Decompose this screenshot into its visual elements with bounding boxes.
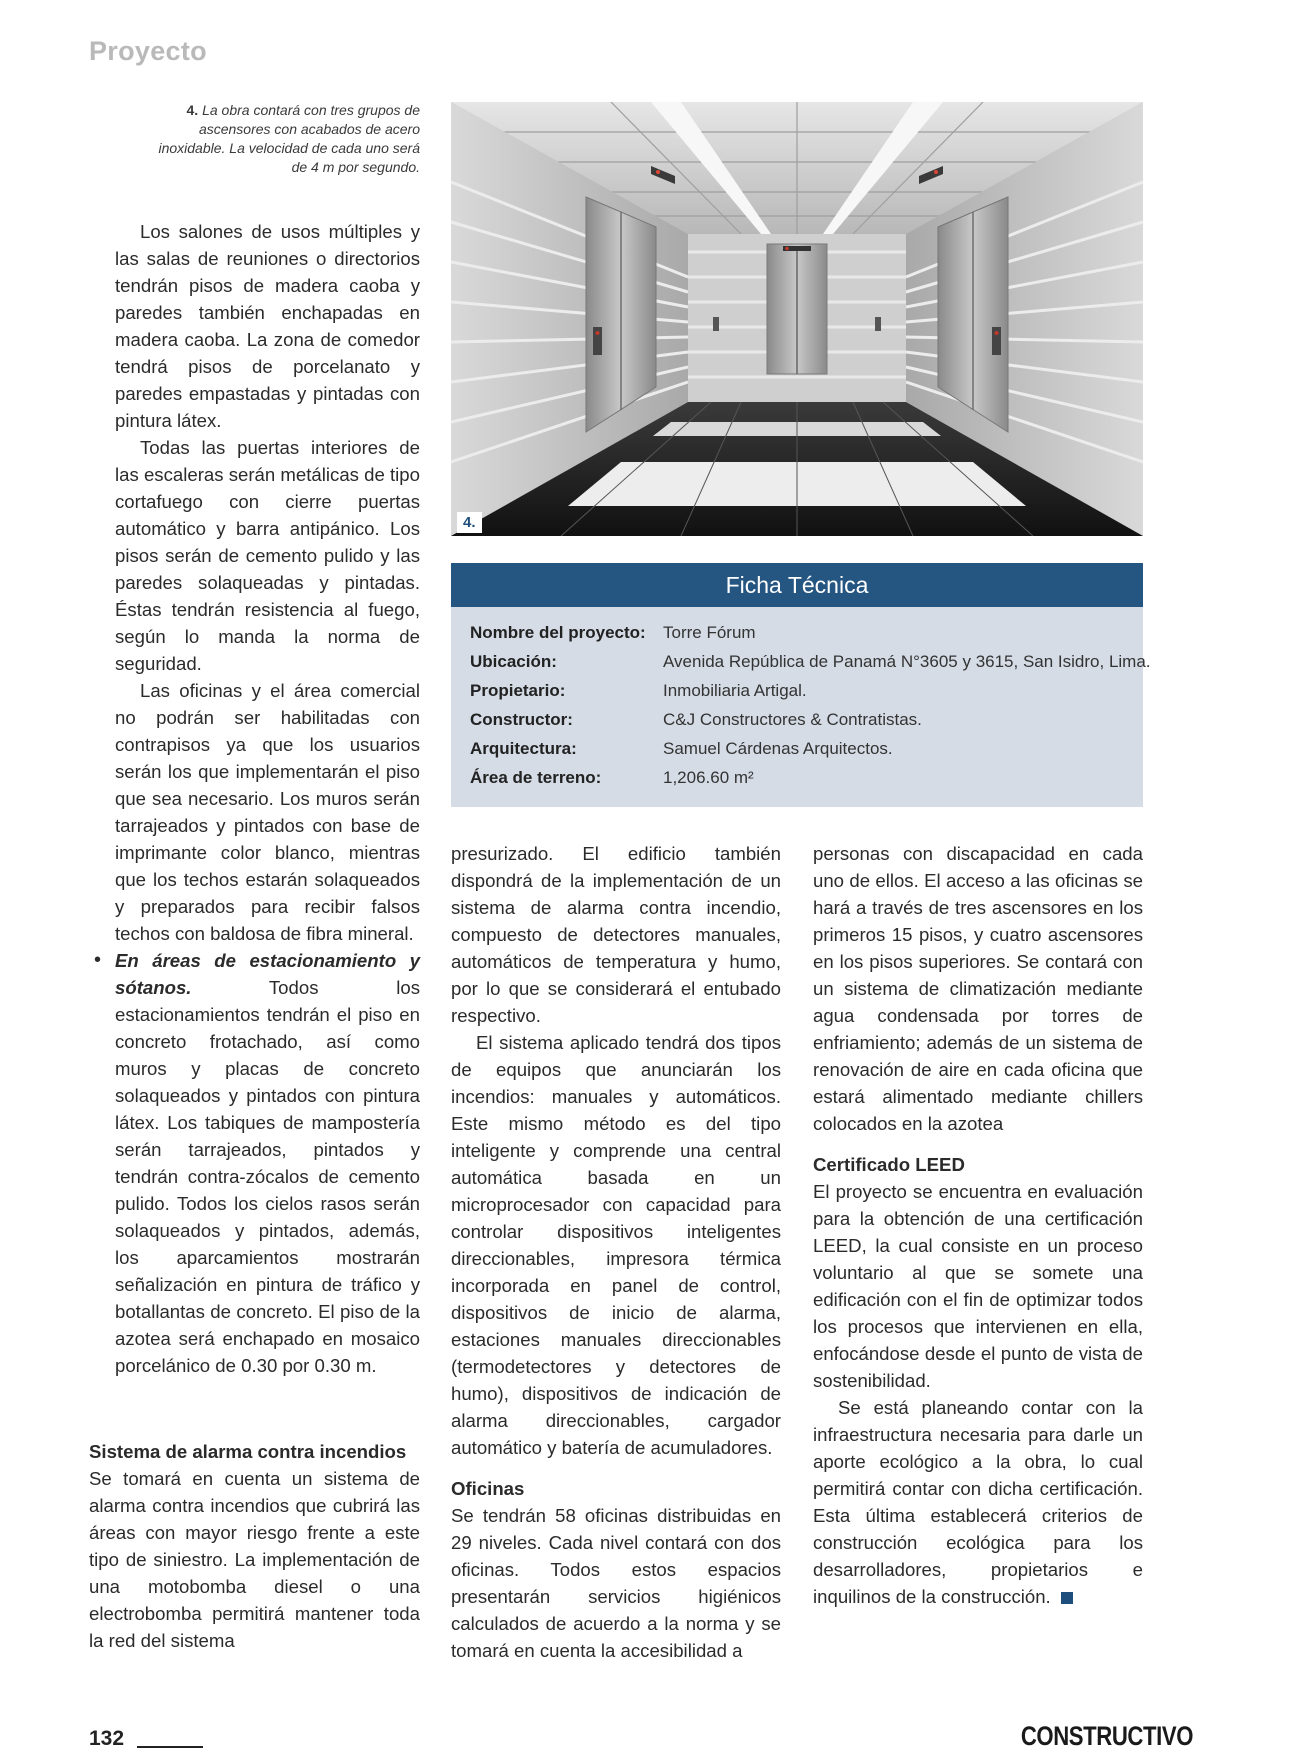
paragraph: Se tomará en cuenta un sistema de alarma contra incendios que cubrirá las áreas con mayor riesgo frente a este tipo de siniestro. La implementación de una motobomba diesel o una electrobomba permitirá mantener toda la red del sistema — [89, 1468, 420, 1651]
ficha-value: Torre Fórum — [663, 623, 756, 642]
ficha-tecnica-title: Ficha Técnica — [451, 563, 1143, 607]
ficha-label: Arquitectura: — [470, 739, 577, 758]
elevator-lobby-photo — [451, 102, 1143, 536]
column-1 — [94, 218, 420, 1379]
ficha-value: C&J Constructores & Contratistas. — [663, 710, 922, 729]
oficinas-heading: Oficinas — [451, 1478, 525, 1499]
paragraph: Todas las puertas interiores de las escaleras serán metálicas de tipo cortafuego con cierre puertas automático y barra antipánico. Los pisos serán de cemento pulido y las paredes solaqueadas y pintadas. Éstas tendrán resistencia al fuego, según lo manda la norma de seguridad. — [115, 437, 420, 674]
ficha-value: Avenida República de Panamá N°3605 y 3615, San Isidro, Lima. — [663, 652, 1151, 671]
ficha-value: Inmobiliaria Artigal. — [663, 681, 807, 700]
column-3 — [813, 840, 1143, 1610]
page-number-rule — [137, 1746, 203, 1748]
paragraph: Los salones de usos múltiples y las salas de reuniones o directorios tendrán pisos de madera caoba y paredes también enchapadas en madera caoba. La zona de comedor tendrá pisos de porcelanato y paredes empastadas y pintadas con pintura látex. — [115, 221, 420, 431]
bullet-lead: En áreas de estacionamiento y sótanos. — [115, 950, 420, 998]
ficha-label: Propietario: — [470, 681, 566, 700]
ficha-label: Nombre del proyecto: — [470, 623, 646, 642]
ficha-label: Constructor: — [470, 710, 573, 729]
paragraph: personas con discapacidad en cada uno de ellos. El acceso a las oficinas se hará a través de tres ascensores en los primeros 15 pisos, y cuatro ascensores en los pisos superiores. Se contará con un sistema de climatización mediante agua condensada por torres de enfriamiento; además de un sistema de renovación de aire en cada oficina que estará alimentado mediante chillers colocados en la azotea — [813, 843, 1143, 1134]
ficha-tecnica-table — [451, 607, 1151, 807]
caption-text: La obra contará con tres grupos de ascensores con acabados de acero inoxidable. La velocidad de cada uno será de 4 m por segundo. — [158, 102, 420, 175]
leed-heading: Certificado LEED — [813, 1154, 965, 1175]
section-title: Proyecto — [89, 36, 207, 66]
magazine-logo: CONSTRUCTIVO — [1020, 1721, 1194, 1751]
paragraph: presurizado. El edificio también dispondrá de la implementación de un sistema de alarma contra incendio, compuesto de detectores manuales, automáticos de temperatura y humo, por lo que se considerará el entubado respectivo. — [451, 843, 781, 1026]
paragraph-text: Se está planeando contar con la infraestructura necesaria para darle un aporte ecológico a la obra, lo cual permitirá contar con dicha certificación. Esta última establecerá criterios de construcción ecológica para los desarrolladores, propietarios e inquilinos de la construcción. — [813, 1397, 1143, 1607]
alarm-heading: Sistema de alarma contra incendios — [89, 1441, 407, 1462]
page-number: 132 — [89, 1727, 125, 1750]
photo-number: 4. — [457, 512, 482, 533]
alarm-section — [89, 1438, 420, 1654]
photo-caption — [150, 101, 420, 177]
bullet-icon: • — [94, 949, 102, 971]
ficha-value: 1,206.60 m² — [663, 768, 754, 787]
paragraph — [813, 1394, 1143, 1610]
paragraph: Se tendrán 58 oficinas distribuidas en 29 niveles. Cada nivel contará con dos oficinas. Todos estos espacios presentarán servicios higiénicos calculados de acuerdo a la norma y se tomará en cuenta la accesibilidad a — [451, 1505, 781, 1661]
ficha-label: Área de terreno: — [470, 768, 602, 787]
caption-number: 4. — [186, 102, 199, 118]
column-2 — [451, 840, 781, 1664]
paragraph: El proyecto se encuentra en evaluación para la obtención de una certificación LEED, la cual consiste en un proceso voluntario al que se somete una edificación con el fin de optimizar todos los procesos que intervienen en ella, enfocándose desde el punto de vista de sostenibilidad. — [813, 1181, 1143, 1391]
ficha-value: Samuel Cárdenas Arquitectos. — [663, 739, 893, 758]
ficha-label: Ubicación: — [470, 652, 557, 671]
paragraph: Las oficinas y el área comercial no podrán ser habilitadas con contrapisos ya que los usuarios serán los que implementarán el piso que sea necesario. Los muros serán tarrajeados y pintados con base de imprimante color blanco, mientras que los techos estarán solaqueados y preparados para recibir falsos techos con baldosa de fibra mineral. — [115, 680, 420, 944]
paragraph: El sistema aplicado tendrá dos tipos de equipos que anunciarán los incendios: manuales y automáticos. Este mismo método es del tipo inteligente y comprende una central automática basada en un microprocesador con capacidad para controlar dispositivos inteligentes direccionables, impresora térmica incorporada en panel de control, dispositivos de inicio de alarma, estaciones manuales direccionables (termodetectores y detectores de humo), dispositivos de indicación de alarma direccionables, cargador automático y batería de acumuladores. — [451, 1032, 781, 1458]
bullet-text: Todos los estacionamientos tendrán el piso en concreto frotachado, así como muros y placas de concreto solaqueados y pintados con pintura látex. Los tabiques de mampostería serán tarrajeados, pintados y tendrán contra-zócalos de cemento pulido. Todos los cielos rasos serán solaqueados y pintados, además, los aparcamientos mostrarán señalización en pintura de tráfico y botallantas de concreto. El piso de la azotea será enchapado en mosaico porcelánico de 0.30 por 0.30 m. — [115, 977, 420, 1376]
elevator-lobby-image — [451, 102, 1143, 536]
end-square-icon — [1061, 1592, 1073, 1604]
bullet-item-parking — [94, 947, 420, 1379]
